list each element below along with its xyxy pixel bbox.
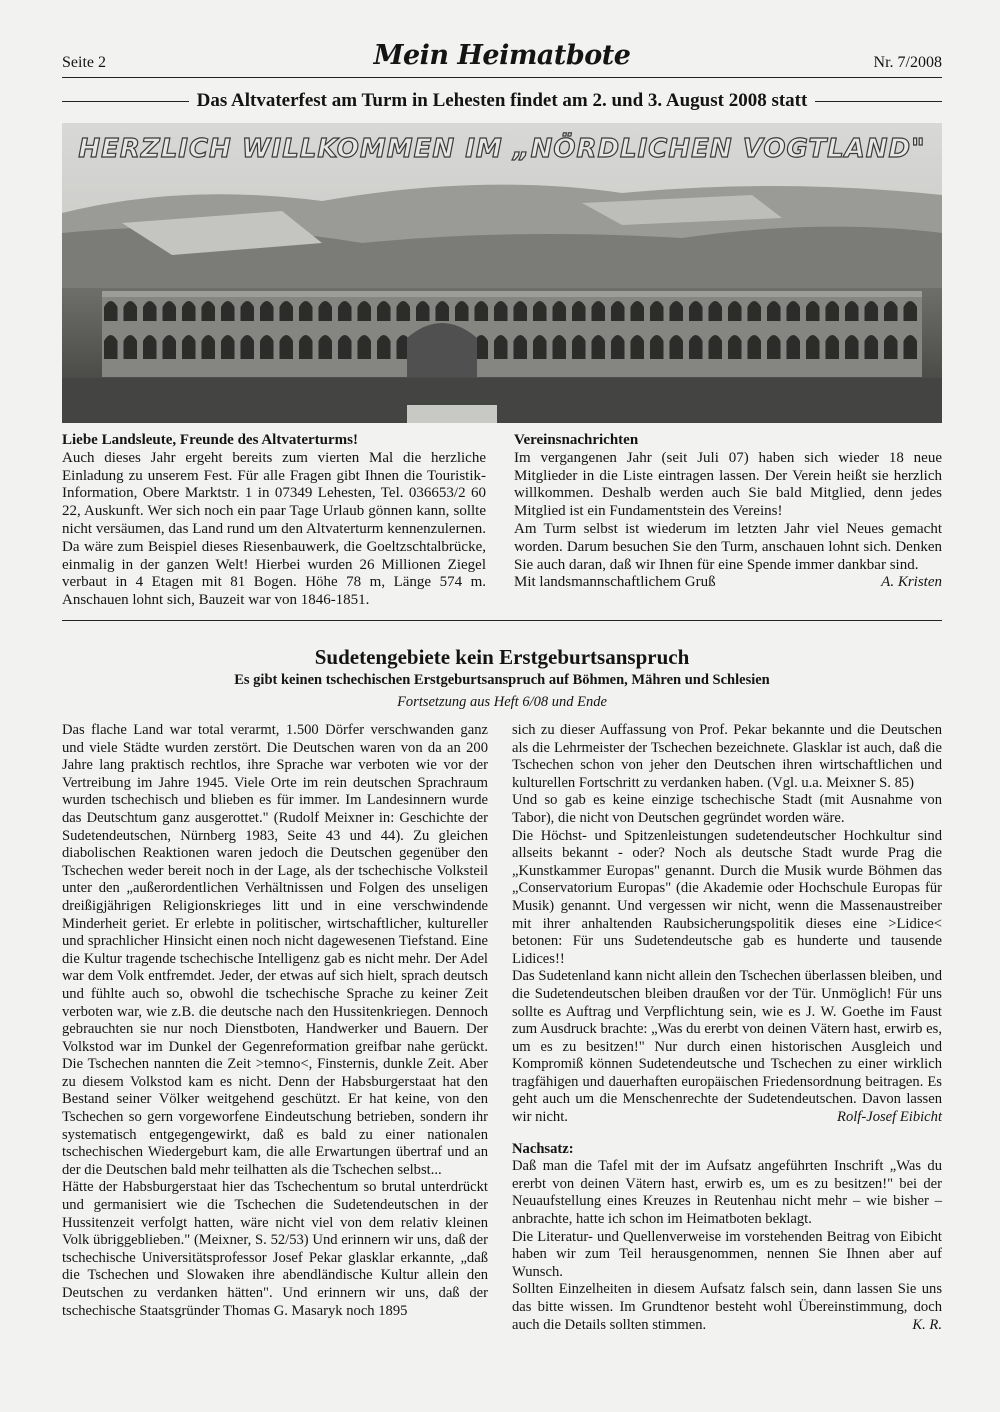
page-header xyxy=(62,40,942,76)
article-subtitle: Es gibt keinen tschechischen Erstgeburtsanspruch auf Böhmen, Mähren und Schlesien xyxy=(234,672,770,688)
foreground-trees xyxy=(62,378,942,423)
article-paragraph: Hätte der Habsburgerstaat hier das Tschechentum so brutal unterdrückt und germanisiert wie die Tschechen die Sudetendeutschen in der Hussitenzeit verfolgt hatten, wäre nicht viel von dem relativ kleinen Volk übriggeblieben." (Meixner, S. 52/53) Und erinnern wir uns, daß der tschechische Universitätsprofessor Josef Pekar glasklar erkannte, „daß die Tschechen und Slowaken ihre abendländische Kultur allein den Deutschen zu verdanken hätten". Und erinnern wir uns, daß der tschechische Staatsgründer Thomas G. Masaryk noch 1895 xyxy=(62,1179,488,1319)
article-paragraph: Die Höchst- und Spitzenleistungen sudetendeutscher Hochkultur sind allseits bekannt - oder? Noch als deutsche Stadt wurde Prag die „Kunstkammer Europas" genannt. Durch die Musik wurde Böhmen das „Conservatorium Europas" (die Akademie oder Hochschule Europas für Musik) genannt. Und vergessen wir nicht, wenn die Massenaustreiber mit ihrer anhaltenden Raubsicherungspolitik dieses eine >Lidice< betonen: Für uns Sudetendeutsche gab es hunderte und tausende Lidices!! xyxy=(512,827,942,967)
nachsatz-signature: K. R. xyxy=(912,1316,942,1333)
welcome-overlay: HERZLICH WILLKOMMEN IM „NÖRDLICHEN VOGTLAND" xyxy=(78,134,926,164)
article-paragraph-text: Das Sudetenland kann nicht allein den Tschechen überlassen bleiben, und die Sudetendeutschen bleiben draußen vor der Tür. Unmöglich! Für uns sollte es Auftrag und Verpflichtung sein, wie es J. W. Goethe im Faust zum Ausdruck brachte: „Was du ererbt von deinen Vätern hast, erwirb es, um es zu besitzen!" Nur durch einen historischen Ausgleich und Kompromiß können Sudetendeutsche und Tschechen zu einer wirklich tragfähigen und dauerhaften europäischen Friedensordnung beitragen. Es geht auch um die Menschenrechte der Sudetendeutschen. Davon lassen wir nicht. xyxy=(512,968,942,1126)
letter-heading: Liebe Landsleute, Freunde des Altvaterturms! xyxy=(62,432,358,448)
article-paragraph: sich zu dieser Auffassung von Prof. Pekar bekannte und die Deutschen als die Lehrmeister der Tschechen bezeichnete. Glasklar ist auch, daß die Tschechen schon von jeher den Deutschen ihren wirtschaftlichen und kulturellen Fortschritt zu verdanken haben. (Vgl. u.a. Meixner S. 85) xyxy=(512,722,942,791)
viaduct-arches xyxy=(102,297,922,377)
article-paragraph: Und so gab es keine einzige tschechische Stadt (mit Ausnahme von Tabor), die nicht von Deutschen gegründet worden wäre. xyxy=(512,792,942,826)
verein-heading: Vereinsnachrichten xyxy=(514,432,639,448)
viaduct-photo xyxy=(62,123,942,423)
viaduct-deck xyxy=(102,291,922,297)
article-author: Rolf-Josef Eibicht xyxy=(837,1109,942,1126)
header-rule xyxy=(62,77,942,78)
verein-closing: Mit landsmannschaftlichem Gruß xyxy=(514,574,716,591)
nachsatz-paragraph-3-text: Sollten Einzelheiten in diesem Aufsatz falsch sein, dann lassen Sie uns das bitte wissen. Im Grundtenor besteht wohl Übereinstimmung, doch auch die Details sollten stimmen. xyxy=(512,1281,942,1333)
letter-column xyxy=(62,432,486,610)
letter-body: Auch dieses Jahr ergeht bereits zum vierten Mal die herzliche Einladung zu unserem Fest. Für alle Fragen gibt Ihnen die Touristik-Information, Obere Marktstr. 1 in 07349 Lehesten, Tel. 036653/2 60 22, Auskunft. Wer sich noch ein paar Tage Urlaub gönnen kann, sollte nicht versäumen, das Land rund um den Altvaterturm kennenzulernen. Da wäre zum Beispiel dieses Riesenbauwerk, die Goeltzschtalbrücke, einmalig in der ganzen Welt! Hierbei wurden 26 Millionen Ziegel verbaut in 4 Etagen mit 81 Bogen. Höhe 78 m, Länge 574 m. Anschauen lohnt sich, Bauzeit war von 1846-1851. xyxy=(62,449,486,609)
issue-number: Nr. 7/2008 xyxy=(873,54,942,71)
page-number: Seite 2 xyxy=(62,54,106,71)
masthead-logo: Mein Heimatbote xyxy=(373,40,631,71)
verein-column xyxy=(514,432,942,592)
central-arch xyxy=(407,323,477,377)
nachsatz-paragraph-3 xyxy=(512,1281,942,1334)
event-banner xyxy=(62,88,942,114)
banner-rule-left xyxy=(62,101,189,102)
nachsatz-paragraph-1: Daß man die Tafel mit der im Aufsatz angeführten Inschrift „Was du ererbt von deinen Vätern hast, erwirb es, um es zu besitzen!" bei der Neuaufstellung eines Kreuzes in Reutenhau nicht mehr – wie bisher – anbrachte, hatte ich schon im Heimatboten beklagt. xyxy=(512,1158,942,1228)
verein-paragraph-1: Im vergangenen Jahr (seit Juli 07) haben sich wieder 18 neue Mitglieder in die Liste eintragen lassen. Der Verein heißt sie herzlich willkommen. Deshalb werden auch Sie bald Mitglied, denn jedes Mitglied ist ein Fundamentstein des Vereins! xyxy=(514,449,942,520)
article-paragraph: Das flache Land war total verarmt, 1.500 Dörfer verschwanden ganz und viele Städte wurden zerstört. Die Deutschen waren von da an 200 Jahre lang praktisch rechtlos, ihre Sprache war verboten wie vor der Vertreibung im Jahre 1945. Viele Orte im rein deutschen Sprachraum wurden tschechisch und blieben es für immer. Im Landesinnern wurde das Deutschtum ganz ausgerottet." (Rudolf Meixner in: Geschichte der Sudetendeutschen, Nürnberg 1983, Seite 43 und 44). Zu gleichen diabolischen Reaktionen waren jedoch die Deutschen gegenüber den Tschechen weder bereit noch in der Lage, als der tschechische Volksteil unter den „außerordentlichen Verhältnissen und Folgen des unseligen dreißigjährigen Religionskrieges litt und in eine verschwindende Minderheit geriet. Er erlebte in politischer, wirtschaftlicher, kultureller und sprachlicher Hinsicht einen noch nicht dagewesenen Tiefstand. Eine die Kultur tragende tschechische Intelligenz gab es nicht mehr. Der Adel war dem Volk entfremdet. Jeder, der etwas auf sich hielt, sprach deutsch und fühlte auch so, obwohl die tschechische Sprache zu keiner Zeit verboten war, wie z.B. die deutsche nach den Hussitenkriegen. Dennoch gebrauchten sie nur noch Dienstboten, Handwerker und Bauern. Der Volkstod war im Dunkel der Gegenreformation greifbar nahe gerückt. Die Tschechen nannten die Zeit >temno<, Finsternis, dunkle Zeit. Aber zu diesem Volkstod kam es nicht. Denn der Habsburgerstaat hat den Bestand seiner Völker weitgehend geschützt. Er hat keine, von den Tschechen so gern vorgeworfene Eindeutschung betrieben, sondern ihr systematisch entgegengewirkt, daß es bald zu einer nationalen tschechischen Wiedergeburt kam, die alle Erwartungen übertraf und an der die Deutschen bald mehr teilhatten als die Tschechen selbst... xyxy=(62,722,488,1178)
section-separator xyxy=(62,620,942,621)
article-title: Sudetengebiete kein Erstgeburtsanspruch xyxy=(314,645,690,669)
verein-signature: A. Kristen xyxy=(881,574,942,591)
event-headline: Das Altvaterfest am Turm in Lehesten findet am 2. und 3. August 2008 statt xyxy=(196,90,808,111)
viaduct-photo-graphic xyxy=(62,123,942,423)
verein-signature-row xyxy=(514,574,942,592)
banner-rule-right xyxy=(815,101,942,102)
verein-paragraph-2: Am Turm selbst ist wiederum im letzten Jahr viel Neues gemacht worden. Darum besuchen Sie den Turm, anschauen lohnt sich. Denken Sie auch daran, daß wir Ihnen für eine Spende immer dankbar sind. xyxy=(514,520,942,573)
article-continuation: Fortsetzung aus Heft 6/08 und Ende xyxy=(397,694,607,710)
nachsatz-heading: Nachsatz: xyxy=(512,1140,574,1157)
foreground-building xyxy=(407,405,497,423)
article-right-column xyxy=(512,722,942,1334)
nachsatz-paragraph-2: Die Literatur- und Quellenverweise im vorstehenden Beitrag von Eibicht haben wir zum Teil herausgenommen, nennen Sie Ihnen aber auf Wunsch. xyxy=(512,1228,942,1280)
article-left-column xyxy=(62,722,488,1320)
article-paragraph xyxy=(512,968,942,1126)
